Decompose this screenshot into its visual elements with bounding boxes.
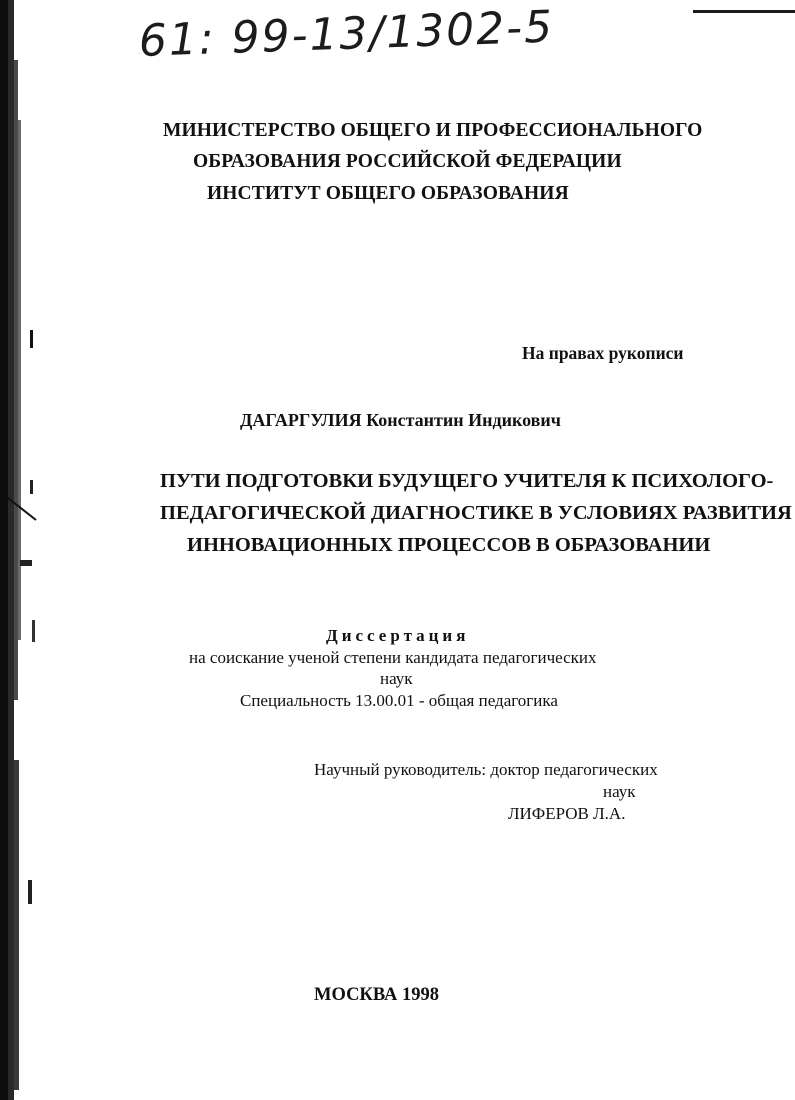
dissertation-purpose-line-2: наук	[380, 669, 413, 688]
manuscript-note: На правах рукописи	[522, 343, 684, 363]
scan-edge-artifact	[0, 0, 38, 1100]
city-year: МОСКВА 1998	[314, 985, 440, 1005]
author-surname: ДАГАРГУЛИЯ	[240, 410, 362, 430]
supervisor-line-1: Научный руководитель: доктор педагогических	[314, 760, 658, 779]
title-line-3: ИННОВАЦИОННЫХ ПРОЦЕССОВ В ОБРАЗОВАНИИ	[187, 534, 711, 556]
dissertation-label: Диссертация	[326, 626, 470, 645]
dissertation-purpose-line-1: на соискание ученой степени кандидата педагогических	[189, 648, 597, 667]
title-line-2: ПЕДАГОГИЧЕСКОЙ ДИАГНОСТИКЕ В УСЛОВИЯХ РАЗВИТИЯ	[160, 502, 792, 524]
ministry-line-2: ОБРАЗОВАНИЯ РОССИЙСКОЙ ФЕДЕРАЦИИ	[193, 151, 622, 172]
supervisor-name: ЛИФЕРОВ Л.А.	[508, 804, 626, 823]
scan-top-rule	[693, 10, 795, 13]
author-name	[240, 410, 561, 431]
handwritten-archive-code: 61: 99-13/1302-5	[138, 1, 555, 67]
ministry-line-1: МИНИСТЕРСТВО ОБЩЕГО И ПРОФЕССИОНАЛЬНОГО	[163, 120, 703, 141]
author-given-names: Константин Индикович	[366, 410, 561, 430]
institute-name: ИНСТИТУТ ОБЩЕГО ОБРАЗОВАНИЯ	[207, 183, 569, 204]
title-line-1: ПУТИ ПОДГОТОВКИ БУДУЩЕГО УЧИТЕЛЯ К ПСИХОЛОГО-	[160, 470, 774, 492]
dissertation-specialty: Специальность 13.00.01 - общая педагогика	[240, 691, 558, 710]
supervisor-line-2: наук	[603, 782, 636, 801]
